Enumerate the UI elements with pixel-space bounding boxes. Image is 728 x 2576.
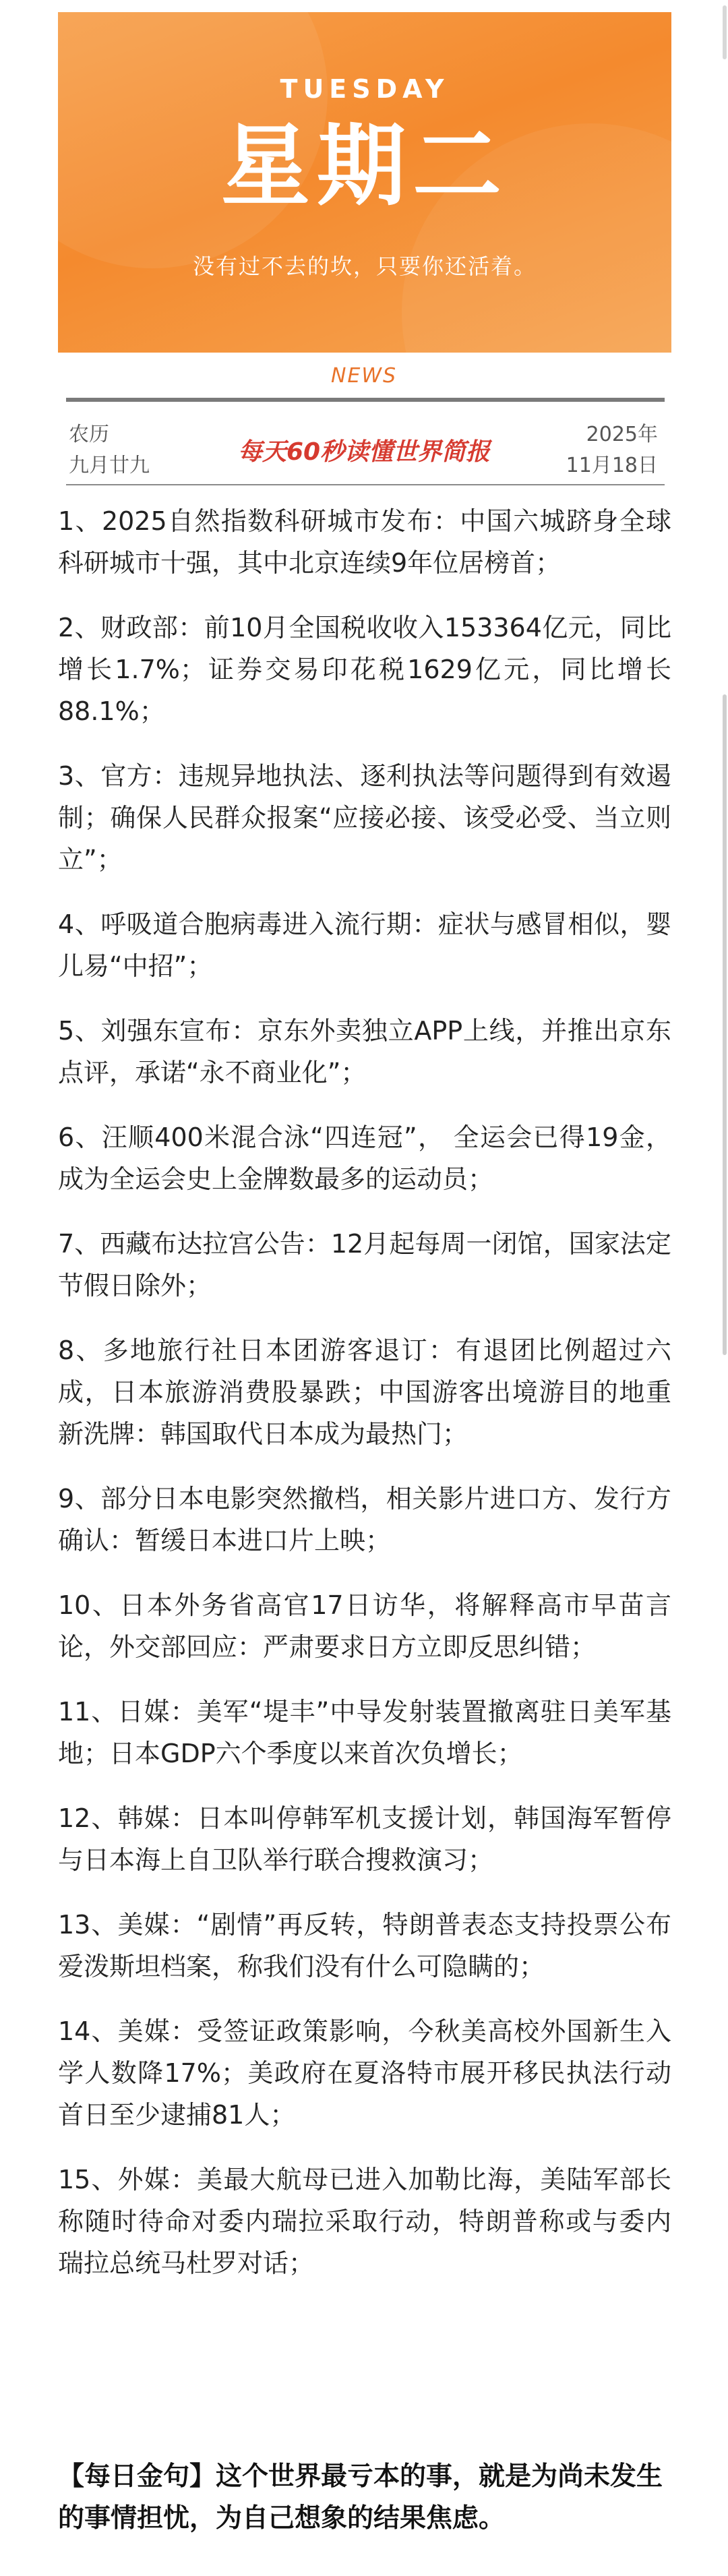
lunar-label: 农历 bbox=[69, 423, 109, 446]
news-item: 15、外媒：美最大航母已进入加勒比海，美陆军部长称随时待命对委内瑞拉采取行动，特朗普称或与委内瑞拉总统马杜罗对话； bbox=[58, 2165, 671, 2278]
header-slogan: 每天60秒读懂世界简报 bbox=[237, 438, 491, 466]
news-item: 5、刘强东宣布：京东外卖独立APP上线，并推出京东点评，承诺“永不商业化”； bbox=[58, 1016, 671, 1087]
scrollbar-thumb[interactable] bbox=[723, 694, 727, 1355]
scrollbar-thumb-top[interactable] bbox=[723, 5, 727, 59]
gregorian-date-block bbox=[566, 419, 658, 481]
date-year: 2025年 bbox=[586, 423, 658, 446]
daily-quote: 【每日金句】这个世界最亏本的事，就是为尚未发生的事情担忧，为自己想象的结果焦虑。 bbox=[58, 2461, 663, 2534]
news-item: 11、日媒：美军“堤丰”中导发射装置撤离驻日美军基地；日本GDP六个季度以来首次负增长； bbox=[58, 1697, 671, 1768]
banner-motto: 没有过不去的坎，只要你还活着。 bbox=[192, 253, 537, 279]
news-item: 12、韩媒：日本叫停韩军机支援计划，韩国海军暂停与日本海上自卫队举行联合搜救演习； bbox=[58, 1803, 671, 1875]
news-item: 6、汪顺400米混合泳“四连冠”， 全运会已得19金，成为全运会史上金牌数最多的运动员； bbox=[58, 1122, 671, 1194]
news-item: 2、财政部：前10月全国税收收入153364亿元，同比增长1.7%；证券交易印花税1629亿元，同比增长88.1%； bbox=[58, 613, 671, 726]
weekday-chinese: 星期二 bbox=[221, 114, 508, 218]
date-month-day: 11月18日 bbox=[566, 454, 658, 477]
header-banner bbox=[58, 12, 671, 353]
header-divider-top bbox=[66, 398, 665, 402]
news-item: 14、美媒：受签证政策影响，今秋美高校外国新生入学人数降17%；美政府在夏洛特市展开移民执法行动 首日至少逮捕81人； bbox=[58, 2016, 671, 2130]
news-item: 10、日本外务省高官17日访华，将解释高市早苗言论，外交部回应：严肃要求日方立即反思纠错； bbox=[58, 1590, 671, 1662]
header-divider-bottom bbox=[66, 484, 665, 485]
scrollbar[interactable] bbox=[719, 0, 728, 2576]
lunar-date: 九月廿九 bbox=[69, 454, 150, 477]
news-item: 1、2025自然指数科研城市发布：中国六城跻身全球科研城市十强，其中北京连续9年位居榜首； bbox=[58, 506, 671, 578]
news-item: 9、部分日本电影突然撤档，相关影片进口方、发行方确认：暂缓日本进口片上映； bbox=[58, 1484, 671, 1555]
news-item: 8、多地旅行社日本团游客退订：有退团比例超过六成，日本旅游消费股暴跌；中国游客出境游目的地重新洗牌：韩国取代日本成为最热门； bbox=[58, 1336, 671, 1449]
news-item: 7、西藏布达拉宫公告：12月起每周一闭馆，国家法定节假日除外； bbox=[58, 1229, 671, 1300]
news-item: 4、呼吸道合胞病毒进入流行期：症状与感冒相似，婴儿易“中招”； bbox=[58, 909, 671, 981]
news-label: NEWS bbox=[330, 364, 398, 388]
news-item: 13、美媒：“剧情”再反转，特朗普表态支持投票公布爱泼斯坦档案，称我们没有什么可隐瞒的； bbox=[58, 1910, 671, 1981]
weekday-english: TUESDAY bbox=[280, 74, 450, 104]
news-list bbox=[58, 500, 671, 2307]
news-item: 3、官方：违规异地执法、逐利执法等问题得到有效遏制；确保人民群众报案“应接必接、该受必受、当立则立”； bbox=[58, 761, 671, 874]
